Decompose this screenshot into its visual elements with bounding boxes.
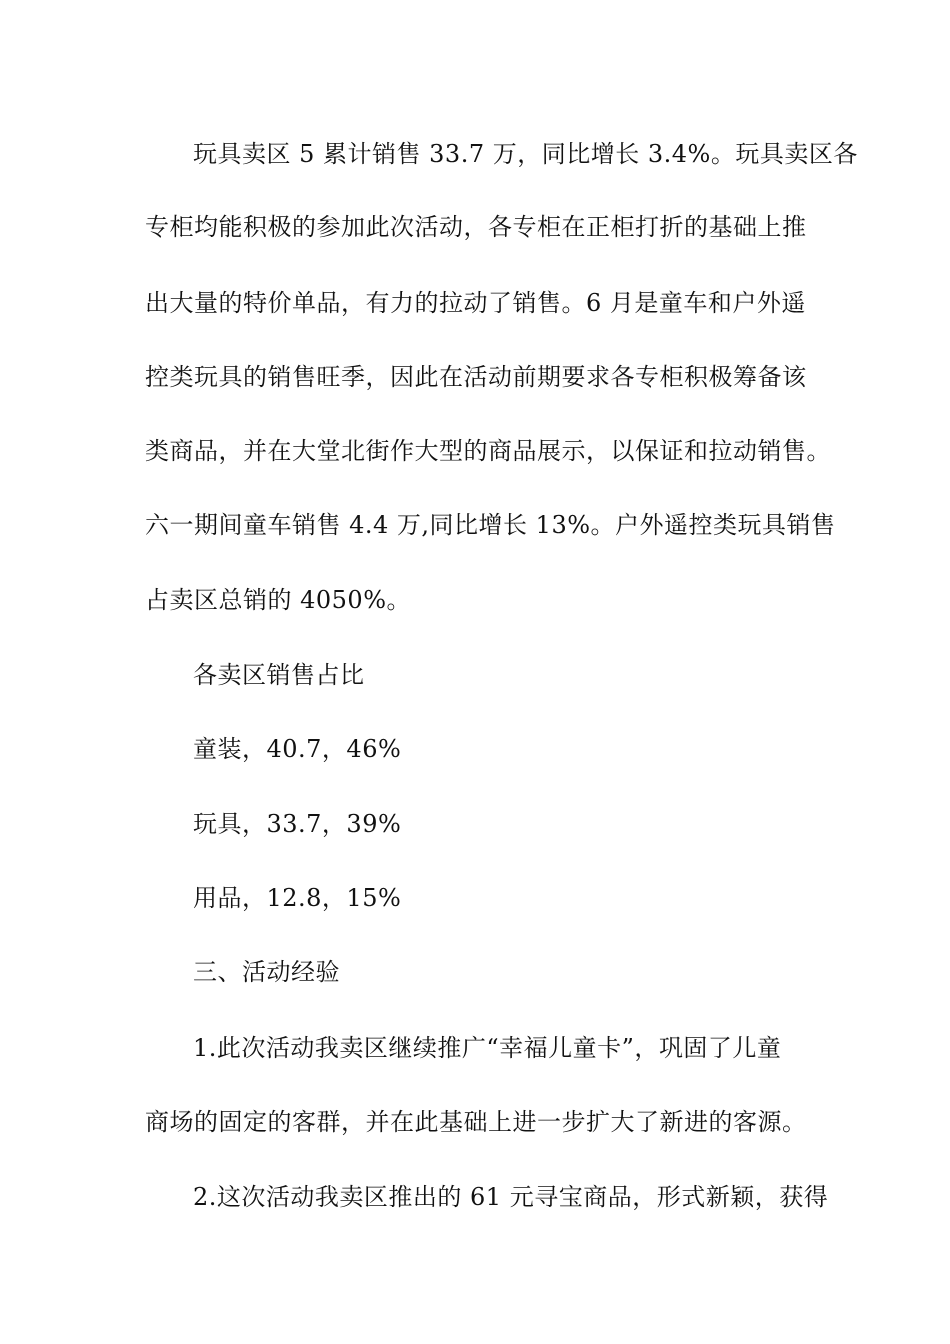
experience-item-2-line-1: 2.这次活动我卖区推出的 61 元寻宝商品，形式新颖，获得	[193, 1183, 829, 1211]
experience-item-1-line-2: 商场的固定的客群，并在此基础上进一步扩大了新进的客源。	[145, 1108, 807, 1136]
experience-item-1-line-1: 1.此次活动我卖区继续推广“幸福儿童卡”，巩固了儿童	[193, 1034, 782, 1062]
paragraph-toys-line-3: 出大量的特价单品，有力的拉动了销售。6 月是童车和户外遥	[145, 289, 806, 317]
paragraph-toys-line-2: 专柜均能积极的参加此次活动，各专柜在正柜打折的基础上推	[145, 213, 807, 241]
sales-share-item-clothing: 童装，40.7，46%	[193, 735, 402, 763]
sales-share-item-supplies: 用品，12.8，15%	[193, 884, 402, 912]
paragraph-toys-line-6: 六一期间童车销售 4.4 万,同比增长 13%。户外遥控类玩具销售	[145, 511, 836, 539]
paragraph-toys-line-5: 类商品，并在大堂北街作大型的商品展示，以保证和拉动销售。	[145, 437, 831, 465]
sales-share-heading: 各卖区销售占比	[193, 661, 365, 689]
paragraph-toys-line-7: 占卖区总销的 4050%。	[145, 586, 412, 614]
paragraph-toys-line-4: 控类玩具的销售旺季，因此在活动前期要求各专柜积极筹备该	[145, 363, 807, 391]
section-heading-experience: 三、活动经验	[193, 958, 340, 986]
sales-share-item-toys: 玩具，33.7，39%	[193, 810, 402, 838]
paragraph-toys-line-1: 玩具卖区 5 累计销售 33.7 万，同比增长 3.4%。玩具卖区各	[193, 140, 858, 168]
